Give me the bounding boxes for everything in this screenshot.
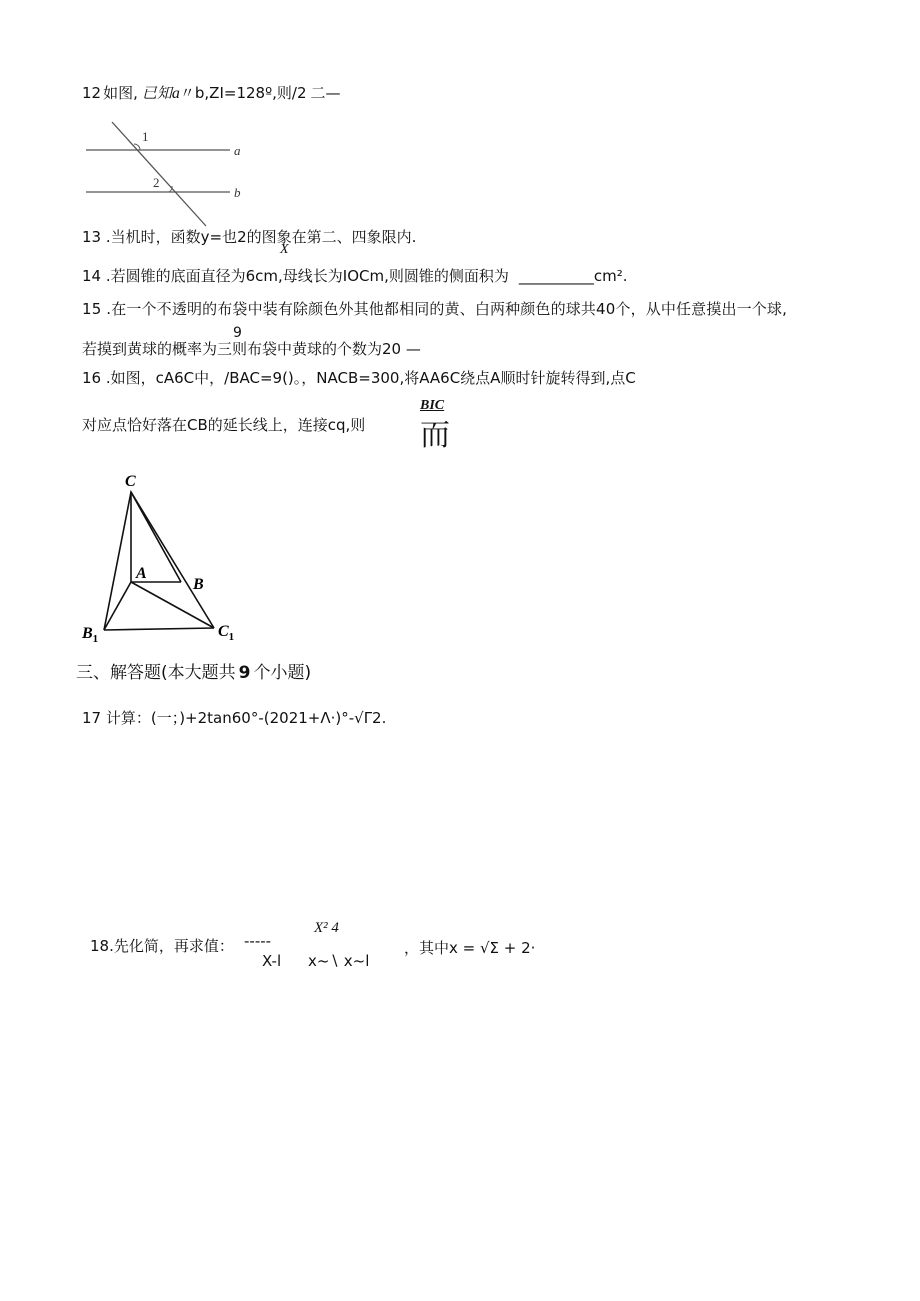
transversal-line — [112, 122, 206, 226]
label-angle-2: 2 — [153, 175, 160, 190]
segment-B1-C-C1 — [104, 492, 214, 630]
q14-blank: __________ — [518, 267, 594, 285]
q15-line2: 若摸到黄球的概率为三则布袋中黄球的个数为20 — — [82, 340, 421, 358]
label-C1: $C_1$ — [218, 623, 235, 643]
section-3-heading — [76, 658, 311, 683]
triangle-figure — [80, 468, 250, 644]
q12-var-a: a — [171, 85, 180, 102]
q12-line — [82, 82, 341, 103]
q18-denominator-1: X-l — [262, 952, 282, 970]
section-3-pre: 三、解答题(本大题共 — [76, 663, 236, 683]
label-C: C — [125, 473, 136, 490]
q15-nine: 9 — [233, 325, 242, 341]
label-B: B — [193, 576, 204, 593]
q16-line2: 对应点恰好落在CB的延长线上，连接cq,则 — [82, 416, 366, 434]
label-line-a: a — [234, 143, 241, 158]
q13-x-mark: X — [280, 242, 289, 257]
section-3-post: 个小题) — [253, 663, 312, 683]
label-B1: $B_1$ — [82, 625, 99, 644]
q18-numerator: X² 4 — [314, 920, 339, 936]
parallel-lines-figure — [80, 118, 260, 230]
label-angle-1: 1 — [142, 129, 149, 144]
label-line-b: b — [234, 185, 241, 200]
q16-fraction-top: BIC — [420, 398, 445, 413]
q15-line1: 15 .在一个不透明的布袋中装有除颜色外其他都相同的黄、白两种颜色的球共40个，从中任意摸出一个球, — [82, 300, 787, 318]
q12-blank: 二— — [310, 84, 341, 102]
q12-pre: 如图, — [103, 84, 138, 102]
q18-pre: 18.先化简，再求值： — [90, 937, 234, 955]
label-A: A — [136, 565, 147, 582]
q12-tail: 〃b,ZI=128º,则/2 — [179, 84, 307, 102]
q14-unit: cm². — [593, 267, 628, 285]
q12-number: 12 — [82, 84, 102, 102]
q16-line1: 16 .如图，cA6C中，/BAC=9()。，NACB=300,将AA6C绕点A顺时针旋转得到,点C — [82, 369, 636, 387]
q18-dash: ----- — [244, 932, 272, 950]
segment-B1-C1 — [104, 628, 214, 630]
q14-line — [82, 265, 628, 286]
section-3-count: 9 — [238, 663, 251, 683]
q16-fraction-bottom: 而 — [420, 418, 450, 453]
q18-denominator-2: x~∖ x~l — [308, 952, 370, 970]
q13-text: 13 .当机时，函数y=也2的图象在第二、四象限内. — [82, 228, 417, 246]
q17-text: 17 计算：(一；)+2tan60°-(2021+Λ·)°-√Γ2. — [82, 709, 387, 727]
q18-post: ，其中x = √Σ + 2· — [404, 939, 536, 957]
q14-text: 14 .若圆锥的底面直径为6cm,母线长为IOCm,则圆锥的侧面积为 — [82, 267, 509, 285]
q12-known: 已知 — [141, 84, 172, 102]
